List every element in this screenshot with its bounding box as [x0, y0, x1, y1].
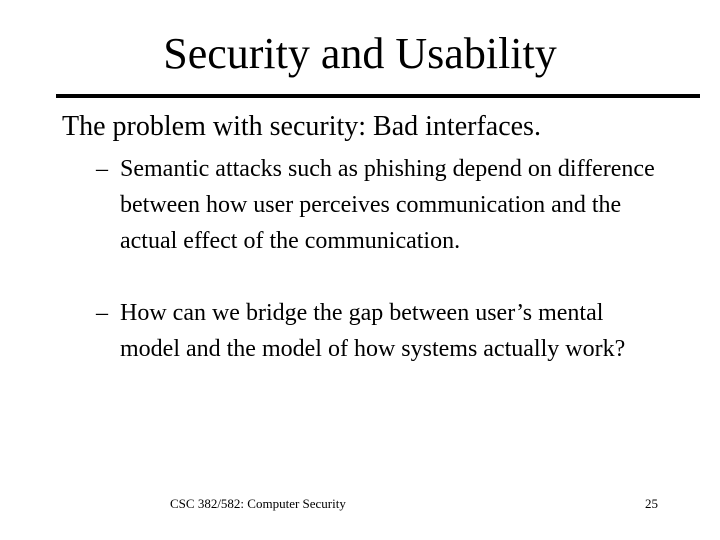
dash-marker: – [96, 156, 108, 182]
sub-bullet [96, 151, 660, 259]
dash-marker: – [96, 300, 108, 326]
sub-bullet [96, 295, 660, 367]
sub-bullet-text: How can we bridge the gap between user’s mental model and the model of how systems actually work? [120, 300, 626, 362]
footer-course-label: CSC 382/582: Computer Security [170, 496, 346, 511]
slide-title: Security and Usability [163, 29, 557, 78]
main-bullet: The problem with security: Bad interfaces. [62, 111, 541, 142]
title-underline [56, 94, 700, 98]
page-number: 25 [645, 496, 658, 511]
sub-bullet-text: Semantic attacks such as phishing depend on difference between how user perceives communication and the actual effect of the communication. [120, 156, 655, 254]
